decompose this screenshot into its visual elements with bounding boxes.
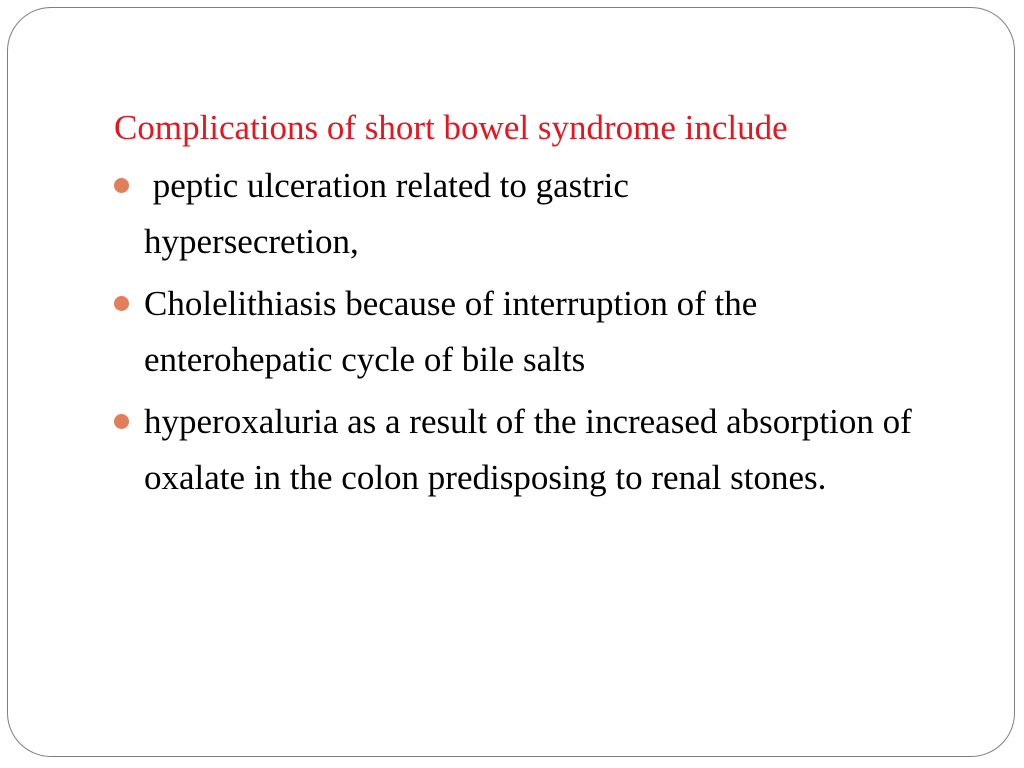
bullet-text: peptic ulceration related to gastric hypersecretion, bbox=[144, 166, 638, 261]
bullet-list bbox=[114, 158, 974, 506]
slide-content bbox=[114, 100, 974, 512]
slide-heading: Complications of short bowel syndrome include bbox=[114, 108, 788, 147]
bullet-dot-icon bbox=[114, 178, 129, 193]
bullet-item-hyperoxaluria bbox=[114, 394, 974, 506]
bullet-item-peptic-ulceration bbox=[114, 158, 974, 270]
bullet-dot-icon bbox=[114, 296, 129, 311]
bullet-dot-icon bbox=[114, 414, 129, 429]
bullet-text: hyperoxaluria as a result of the increased absorption of oxalate in the colon predisposing to renal stones. bbox=[144, 402, 912, 497]
bullet-text: Cholelithiasis because of interruption of the enterohepatic cycle of bile salts bbox=[144, 284, 758, 379]
bullet-item-cholelithiasis bbox=[114, 276, 974, 388]
